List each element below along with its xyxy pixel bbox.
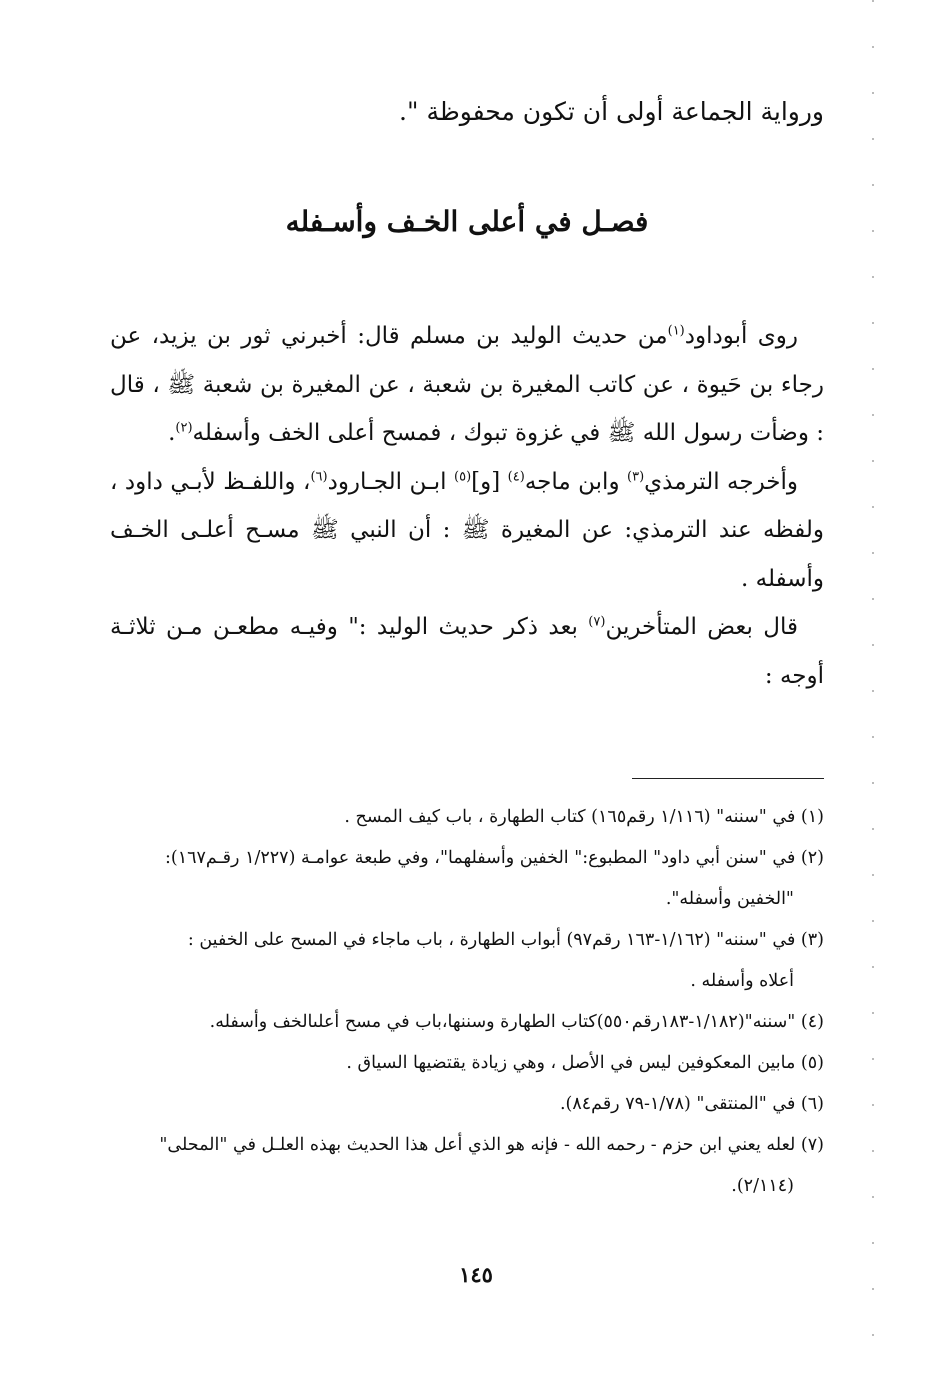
- paragraph-3: [110, 603, 824, 700]
- intro-line: ورواية الجماعة أولى أن تكون محفوظة ".: [399, 97, 824, 126]
- footnotes: [108, 797, 824, 1207]
- p3-text-b: بعد ذكر حديث الوليد :" وفيـه مطعـن مـن ثلاثـة أوجه :: [110, 614, 824, 689]
- footnote-7: (٧) لعله يعني ابن حزم - رحمه الله - فإنه هو الذي أعل هذا الحديث بهذه العلـل في "المحلى": [159, 1135, 824, 1155]
- p2-text-d: ابـن الجـارود: [327, 468, 454, 495]
- footnote-4: (٤) "سننه"(١/١٨٢-١٨٣رقم٥٥٠)كتاب الطهارة وسننها،باب في مسح أعلىالخف وأسفله.: [209, 1012, 824, 1032]
- footnote-3: (٣) في "سننه" (١/١٦٢-١٦٣ رقم٩٧) أبواب الطهارة ، باب ماجاء في المسح على الخفين :: [187, 930, 824, 950]
- footnote-7-continuation: (٢/١١٤).: [731, 1176, 794, 1196]
- footnote-ref-6: (٦): [310, 468, 328, 484]
- p2-text-c: [و]: [471, 468, 508, 495]
- paragraph-1: [110, 312, 824, 458]
- footnote-6: (٦) في "المنتقى" (١/٧٨-٧٩ رقم٨٤).: [559, 1094, 824, 1114]
- p2-text-b: وابن ماجه: [524, 468, 628, 495]
- footnote-2: (٢) في "سنن أبي داود" المطبوع:" الخفين وأسفلهما"، وفي طبعة عوامـة (١/٢٢٧ رقـم١٦٧):: [164, 848, 824, 868]
- p2-text-e: ، واللفـظ لأبـي داود ، ولفظه عند الترمذي: عن المغيرة ﷺ : أن النبي ﷺ مسـح أعلـى الخـف وأسفله .: [110, 468, 824, 592]
- footnote-ref-1: (١): [667, 323, 685, 339]
- footnote-1: (١) في "سننه" (١/١١٦ رقم١٦٥) كتاب الطهارة ، باب كيف المسح .: [344, 807, 824, 827]
- p1-text-b: من حديث الوليد بن مسلم قال: أخبرني ثور بن يزيد، عن رجاء بن حَيوة ، عن كاتب المغيرة بن شعبة ، عن المغيرة بن شعبة ﷺ ، قال : وضأت رسول الله ﷺ في غزوة تبوك ، فمسح أعلى الخف وأسفله: [110, 323, 824, 446]
- footnote-5: (٥) مابين المعكوفين ليس في الأصل ، وهي زيادة يقتضيها السياق .: [346, 1053, 824, 1073]
- footnote-ref-4: (٤): [507, 468, 525, 484]
- p3-text-a: قال بعض المتأخرين: [605, 614, 798, 640]
- footnote-2-continuation: "الخفين وأسفله".: [665, 889, 794, 909]
- footnote-ref-5: (٥): [454, 468, 472, 484]
- footnote-ref-2: (٢): [175, 420, 193, 436]
- p1-text-a: روى أبوداود: [684, 323, 798, 349]
- footnote-separator: [632, 778, 824, 779]
- page-number: ١٤٥: [459, 1262, 493, 1287]
- scan-edge-marks: [872, 0, 874, 1373]
- footnote-ref-7: (٧): [588, 614, 606, 630]
- footnote-ref-3: (٣): [627, 468, 645, 484]
- footnote-3-continuation: أعلاه وأسفله .: [690, 971, 794, 991]
- main-text: [110, 312, 824, 700]
- p2-text-a: وأخرجه الترمذي: [644, 468, 799, 495]
- section-title: فصـل في أعلى الخـف وأسـفله: [285, 205, 649, 238]
- paragraph-2: [110, 458, 824, 604]
- p1-text-c: .: [168, 420, 176, 446]
